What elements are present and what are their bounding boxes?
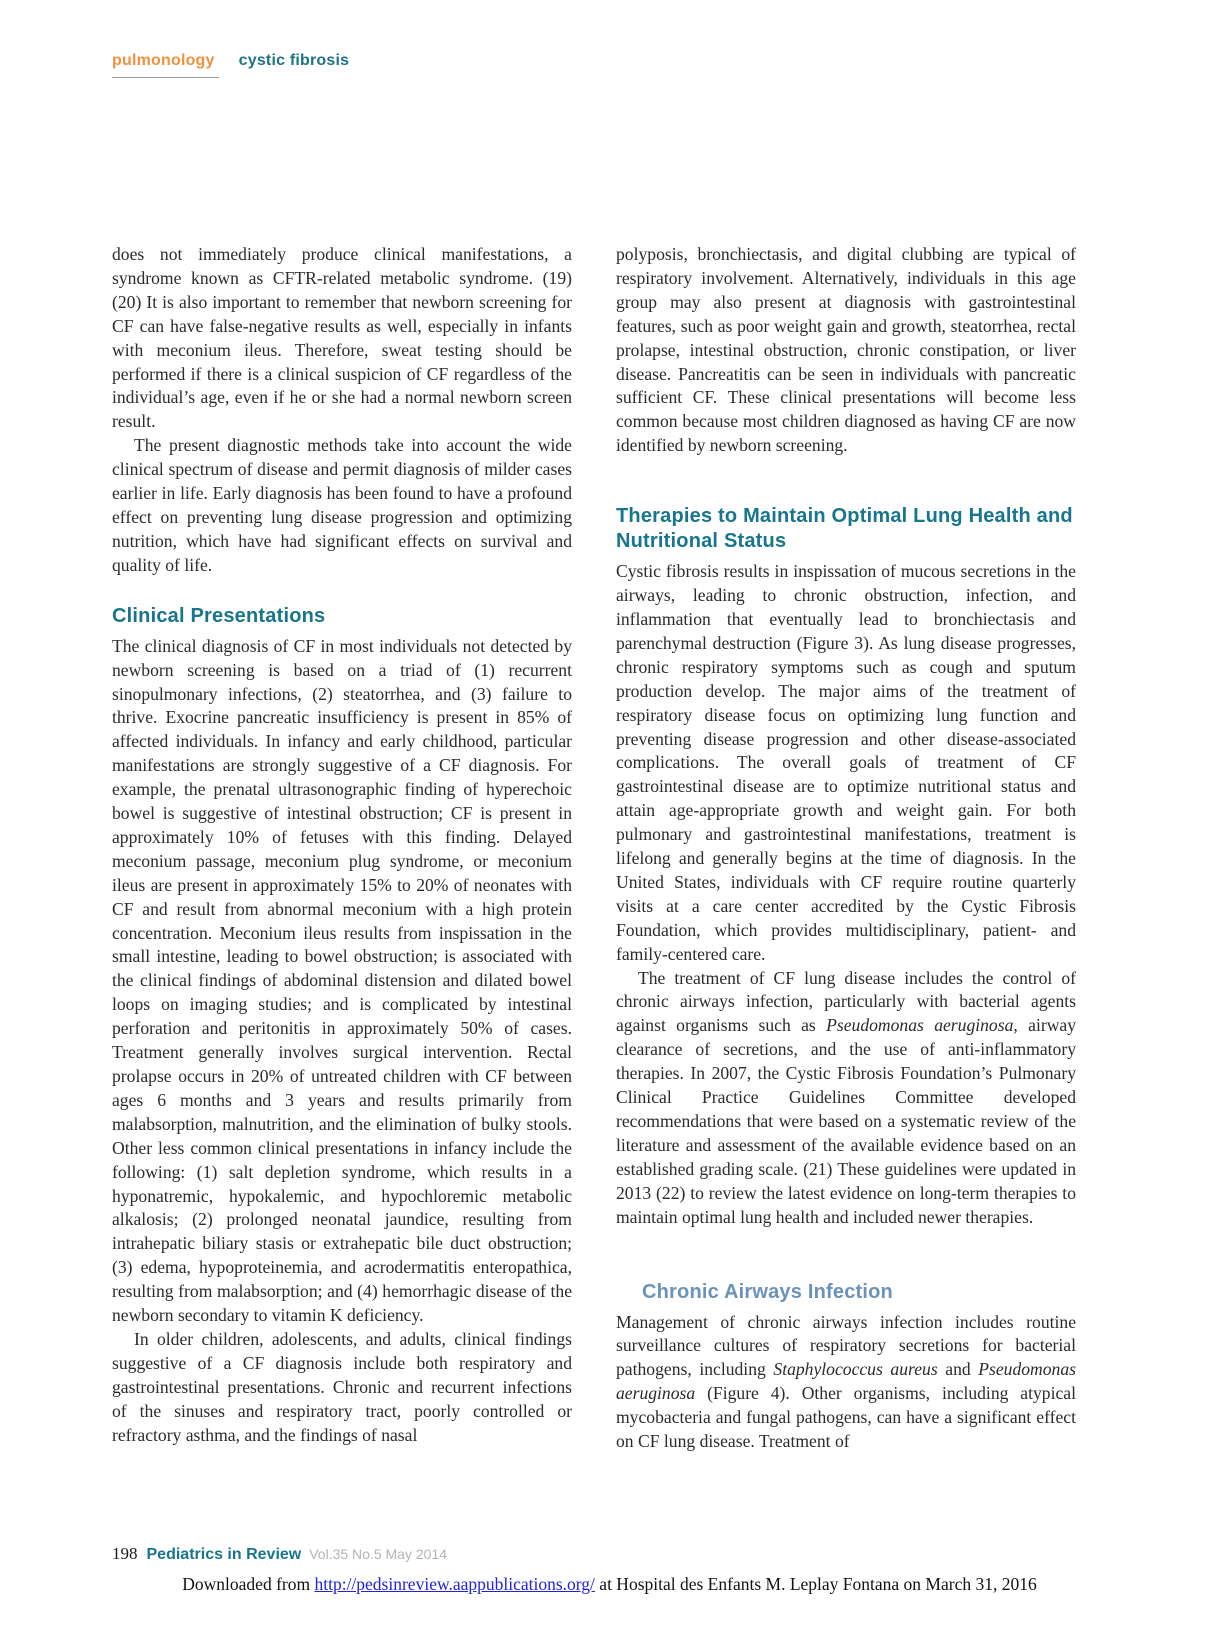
text-segment: The treatment of CF lung disease includes the control of chronic airways infection, particularly with bacterial agents against organisms such as <box>616 967 1076 1036</box>
paragraph: The present diagnostic methods take into account the wide clinical spectrum of disease and permit diagnosis of milder cases earlier in life. Early diagnosis has been found to have a profound effect on preventing lung disease progression and optimizing nutrition, which have had significant effects on survival and quality of life. <box>112 435 572 575</box>
paragraph <box>616 1311 1076 1454</box>
paragraph: Cystic fibrosis results in inspissation of mucous secretions in the airways, leading to chronic obstruction, infection, and inflammation that eventually lead to bronchiectasis and parenchymal destruction (Figure 3). As lung disease progresses, chronic respiratory symptoms such as cough and sputum production develop. The major aims of the treatment of respiratory disease focus on optimizing lung function and preventing disease progression and other disease-associated complications. The overall goals of treatment of CF gastrointestinal disease are to optimize nutritional status and attain age-appropriate growth and weight gain. For both pulmonary and gastrointestinal manifestations, treatment is lifelong and generally begins at the time of diagnosis. In the United States, individuals with CF require routine quarterly visits at a care center accredited by the Cystic Fibrosis Foundation, which provides multidisciplinary, patient- and family-centered care. <box>616 561 1076 964</box>
section-heading-clinical-presentations: Clinical Presentations <box>112 604 326 627</box>
page-header <box>112 52 349 78</box>
journal-url-link[interactable]: http://pedsinreview.aappublications.org/ <box>314 1574 595 1594</box>
section-heading-therapies: Therapies to Maintain Optimal Lung Health and Nutritional Status <box>616 505 1073 553</box>
issue-info: Vol.35 No.5 May 2014 <box>309 1546 447 1562</box>
species-name-italic: Pseudomonas aeruginosa <box>616 1359 1077 1404</box>
paragraph <box>616 967 1076 1230</box>
download-suffix-text: at Hospital des Enfants M. Leplay Fontana on March 31, 2016 <box>594 1574 1037 1594</box>
subsection-heading-chronic-airways-infection: Chronic Airways Infection <box>642 1280 893 1303</box>
text-segment: and <box>937 1359 979 1380</box>
page-number: 198 <box>112 1544 138 1563</box>
species-name-italic: Staphylococcus aureus <box>773 1359 938 1380</box>
journal-name: Pediatrics in Review <box>146 1546 302 1563</box>
section-category-label: pulmonology <box>112 52 219 78</box>
right-column <box>616 243 1076 1454</box>
text-segment: , airway clearance of secretions, and the use of anti-inflammatory therapies. In 2007, the Cystic Fibrosis Foundation’s Pulmonary Clinical Practice Guidelines Committee developed recommendations that were based on a systematic review of the literature and assessment of the available evidence based on an established grading scale. (21) These guidelines were updated in 2013 (22) to review the latest evidence on long-term therapies to maintain optimal lung health and included newer therapies. <box>616 1015 1077 1227</box>
article-topic-label: cystic fibrosis <box>238 52 350 69</box>
page-footer <box>112 1544 447 1564</box>
text-segment: Management of chronic airways infection includes routine surveillance cultures of respiratory secretions for bacterial pathogens, including <box>616 1311 1076 1380</box>
paragraph: The clinical diagnosis of CF in most individuals not detected by newborn screening is based on a triad of (1) recurrent sinopulmonary infections, (2) steatorrhea, and (3) failure to thrive. Exocrine pancreatic insufficiency is present in 85% of affected individuals. In infancy and early childhood, particular manifestations are strongly suggestive of a CF diagnosis. For example, the prenatal ultrasonographic finding of hyperechoic bowel is suggestive of intestinal obstruction; CF is present in approximately 10% of fetuses with this finding. Delayed meconium passage, meconium plug syndrome, or meconium ileus are present in approximately 15% to 20% of neonates with CF and result from abnormal meconium with a high protein concentration. Meconium ileus results from inspissation in the small intestine, leading to bowel obstruction; is associated with the clinical findings of abdominal distension and dilated bowel loops on imaging studies; and is complicated by intestinal perforation and peritonitis in approximately 50% of cases. Treatment generally involves surgical intervention. Rectal prolapse occurs in 20% of untreated children with CF between ages 6 months and 3 years and results primarily from malabsorption, malnutrition, and the elimination of bulky stools. Other less common clinical presentations in infancy include the following: (1) salt depletion syndrome, which results in a hyponatremic, hypokalemic, and hypochloremic metabolic alkalosis; (2) prolonged neonatal jaundice, resulting from intrahepatic biliary stasis or extrahepatic bile duct obstruction; (3) edema, hypoproteinemia, and acrodermatitis enteropathica, resulting from malabsorption; and (4) hemorrhagic disease of the newborn secondary to vitamin K deficiency. <box>112 635 572 1326</box>
download-notice <box>0 1574 1219 1595</box>
text-segment: (Figure 4). Other organisms, including atypical mycobacteria and fungal pathogens, can have a significant effect on CF lung disease. Treatment of <box>616 1383 1076 1452</box>
paragraph: In older children, adolescents, and adults, clinical findings suggestive of a CF diagnosis include both respiratory and gastrointestinal presentations. Chronic and recurrent infections of the sinuses and respiratory tract, poorly controlled or refractory asthma, and the findings of nasal <box>112 1328 572 1445</box>
download-prefix-text: Downloaded from <box>182 1574 315 1594</box>
article-body <box>112 243 1076 1454</box>
paragraph: polyposis, bronchiectasis, and digital clubbing are typical of respiratory involvement. Alternatively, individuals in this age group may also present at diagnosis with gastrointestinal features, such as poor weight gain and growth, steatorrhea, rectal prolapse, intestinal obstruction, chronic constipation, or liver disease. Pancreatitis can be seen in individuals with pancreatic sufficient CF. These clinical presentations will become less common because most children diagnosed as having CF are now identified by newborn screening. <box>616 244 1076 456</box>
paragraph: does not immediately produce clinical manifestations, a syndrome known as CFTR-related metabolic syndrome. (19) (20) It is also important to remember that newborn screening for CF can have false-negative results as well, especially in infants with meconium ileus. Therefore, sweat testing should be performed if there is a clinical suspicion of CF regardless of the individual’s age, even if he or she had a normal newborn screen result. <box>112 244 572 432</box>
left-column <box>112 243 572 1454</box>
species-name-italic: Pseudomonas aeruginosa <box>826 1015 1014 1036</box>
